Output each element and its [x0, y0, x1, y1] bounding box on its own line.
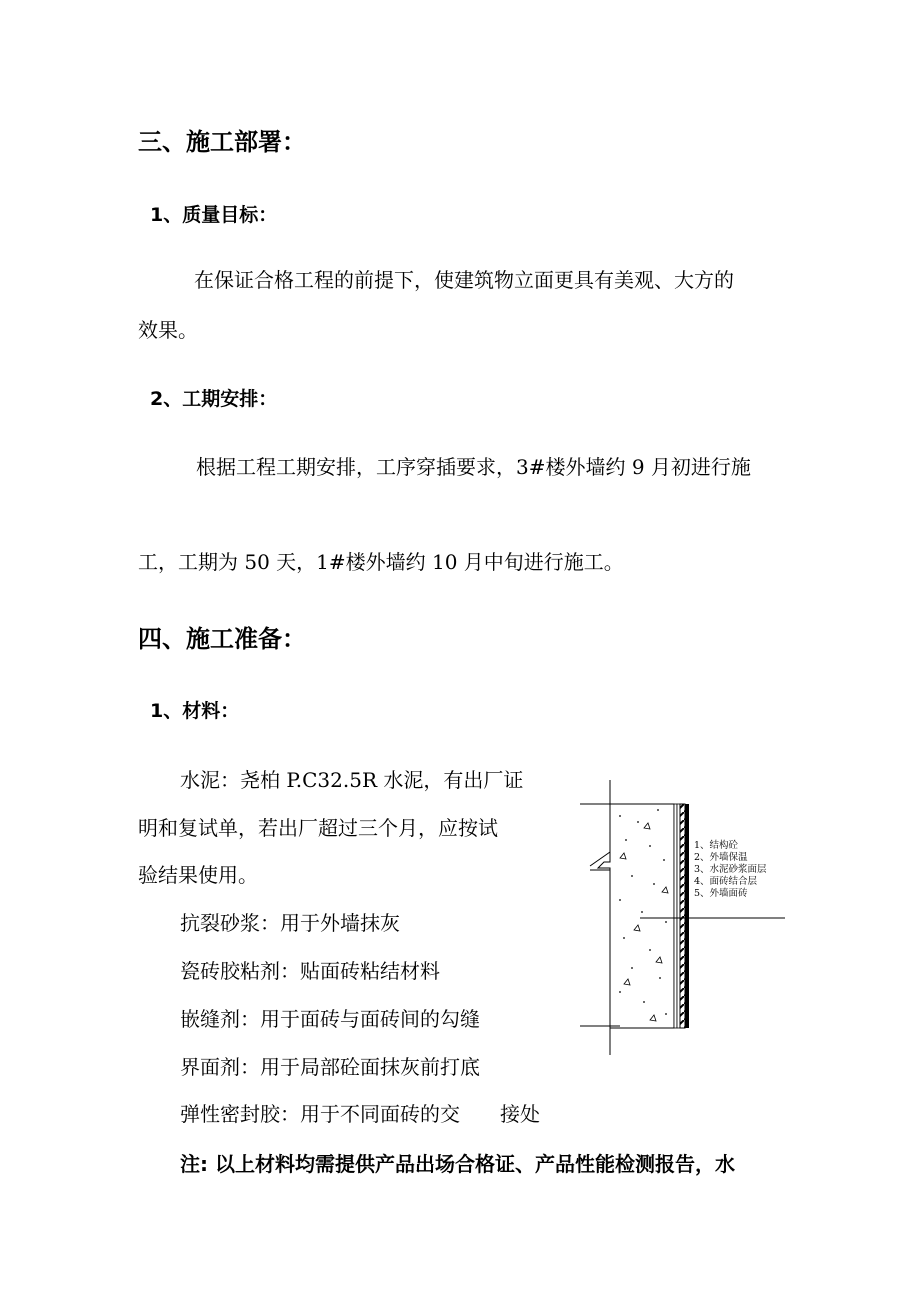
cement-line-2: 明和复试单，若出厂超过三个月，应按试: [138, 816, 498, 840]
schedule-line-2: 工，工期为 50 天，1#楼外墙约 10 月中旬进行施工。: [138, 550, 624, 574]
legend-item: 1、结构砼: [694, 840, 739, 851]
quality-goal-line-1: 在保证合格工程的前提下，使建筑物立面更具有美观、大方的: [194, 268, 734, 292]
insulation-layer: [674, 804, 677, 1028]
wall-section-diagram: [580, 780, 790, 1060]
diagram-legend: [694, 839, 767, 899]
cement-line-1: 水泥：尧柏 P.C32.5R 水泥，有出厂证: [180, 768, 524, 792]
legend-item: 2、外墙保温: [694, 852, 748, 863]
concrete-wall: [590, 804, 674, 1028]
grout-line: 嵌缝剂：用于面砖与面砖间的勾缝: [180, 1007, 480, 1031]
section-3-title: 三、施工部署：: [138, 128, 306, 156]
section-4-title: 四、施工准备：: [138, 625, 306, 653]
materials-note: 注: 以上材料均需提供产品出场合格证、产品性能检测报告，水: [180, 1152, 735, 1176]
legend-item: 5、外墙面砖: [694, 888, 748, 899]
quality-goal-line-2: 效果。: [138, 318, 198, 342]
legend-item: 4、面砖结合层: [694, 876, 758, 887]
schedule-line-1: 根据工程工期安排，工序穿插要求，3#楼外墙约 9 月初进行施: [196, 455, 751, 479]
quality-goal-heading: 1、质量目标：: [150, 204, 278, 226]
legend-item: 3、水泥砂浆面层: [694, 864, 767, 875]
tile-adhesive-line: 瓷砖胶粘剂：贴面砖粘结材料: [180, 959, 440, 983]
interface-agent-line: 界面剂：用于局部砼面抹灰前打底: [180, 1055, 480, 1079]
materials-heading: 1、材料：: [150, 700, 240, 722]
bond-layer: [680, 804, 685, 1028]
cement-line-3: 验结果使用。: [138, 863, 258, 887]
sealant-line: 弹性密封胶：用于不同面砖的交 接处: [180, 1102, 540, 1126]
anti-crack-mortar-line: 抗裂砂浆：用于外墙抹灰: [180, 911, 400, 935]
schedule-heading: 2、工期安排：: [150, 388, 278, 410]
facing-tile-layer: [685, 804, 689, 1028]
